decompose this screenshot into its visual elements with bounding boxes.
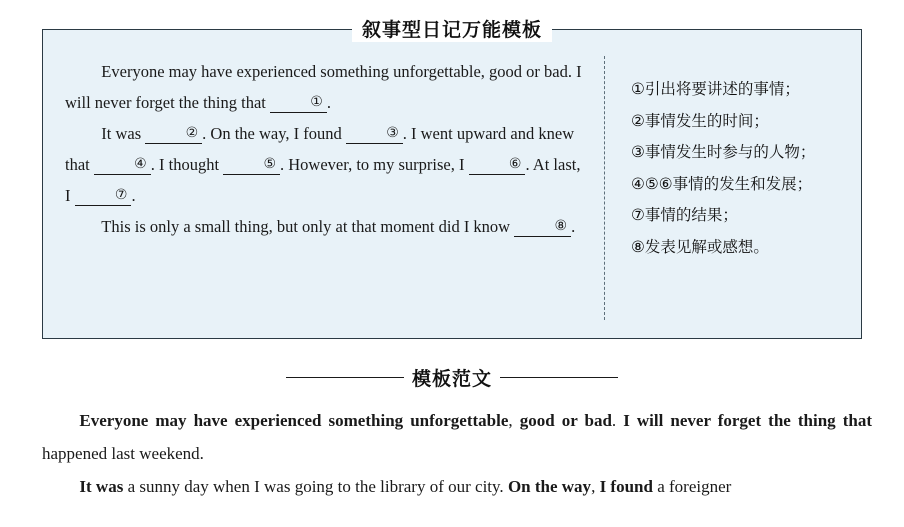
divider-rule-right	[500, 377, 618, 378]
sample-section-title: 模板范文	[411, 368, 492, 390]
template-text: . However, to my surprise, I	[280, 155, 469, 174]
template-blank: ⑦	[75, 187, 132, 206]
template-text: . I thought	[150, 155, 224, 174]
template-text: .	[131, 186, 136, 205]
sample-text: happened last weekend.	[42, 444, 204, 463]
sample-text-bold: good or bad	[519, 411, 612, 430]
sample-section-divider	[0, 364, 904, 391]
sample-text-bold: I found	[599, 477, 653, 496]
sample-text-bold: Everyone may have experienced something unforgettable	[79, 411, 509, 430]
template-note-item: ①引出将要讲述的事情；	[631, 80, 800, 98]
sample-text: a foreigner	[652, 477, 732, 496]
template-note-item: ②事情发生的时间；	[631, 111, 769, 130]
template-note-item: ⑦事情的结果；	[631, 206, 738, 224]
template-text: . I went upward and knew that	[65, 124, 575, 174]
sample-text: .	[611, 411, 624, 430]
template-text: .	[571, 217, 576, 236]
sample-paragraph	[42, 470, 872, 503]
template-note-item: ③事情发生时参与的人物；	[631, 143, 816, 161]
sample-text-bold: On the way	[507, 477, 592, 496]
sample-text-bold: It was	[79, 477, 124, 496]
sample-text: a sunny day when I was going to the library of our city.	[123, 477, 508, 496]
template-english-column	[65, 56, 605, 320]
template-blank: ④	[94, 156, 151, 175]
template-box-title-text: 叙事型日记万能模板	[352, 15, 552, 42]
template-paragraph	[65, 211, 588, 242]
template-text: . At last, I	[65, 155, 581, 205]
sample-paragraph	[42, 404, 872, 470]
template-note-item: ④⑤⑥事情的发生和发展；	[631, 174, 813, 193]
template-note-item: ⑧发表见解或感想。	[631, 237, 769, 256]
template-paragraph	[65, 56, 588, 118]
template-text: This is only a small thing, but only at that moment did I know	[101, 217, 515, 236]
template-blank: ⑧	[514, 218, 571, 237]
template-text: It was	[101, 124, 146, 143]
template-text: .	[326, 93, 331, 112]
template-blank: ①	[270, 94, 327, 113]
template-text: Everyone may have experienced something unforgettable, good or bad. I will never forget the thing that	[65, 62, 582, 112]
template-text: . On the way, I found	[202, 124, 346, 143]
template-paragraph	[65, 118, 588, 211]
sample-text: ,	[591, 477, 600, 496]
template-blank: ⑤	[223, 156, 280, 175]
template-notes-column	[605, 56, 843, 320]
template-box	[42, 19, 862, 339]
sample-text: ,	[508, 411, 520, 430]
template-box-content	[43, 30, 861, 338]
divider-rule-left	[286, 377, 404, 378]
template-blank: ②	[145, 125, 202, 144]
template-blank: ⑥	[469, 156, 526, 175]
sample-essay	[42, 404, 872, 503]
sample-text-bold: I will never forget the thing that	[623, 411, 873, 430]
template-blank: ③	[346, 125, 403, 144]
